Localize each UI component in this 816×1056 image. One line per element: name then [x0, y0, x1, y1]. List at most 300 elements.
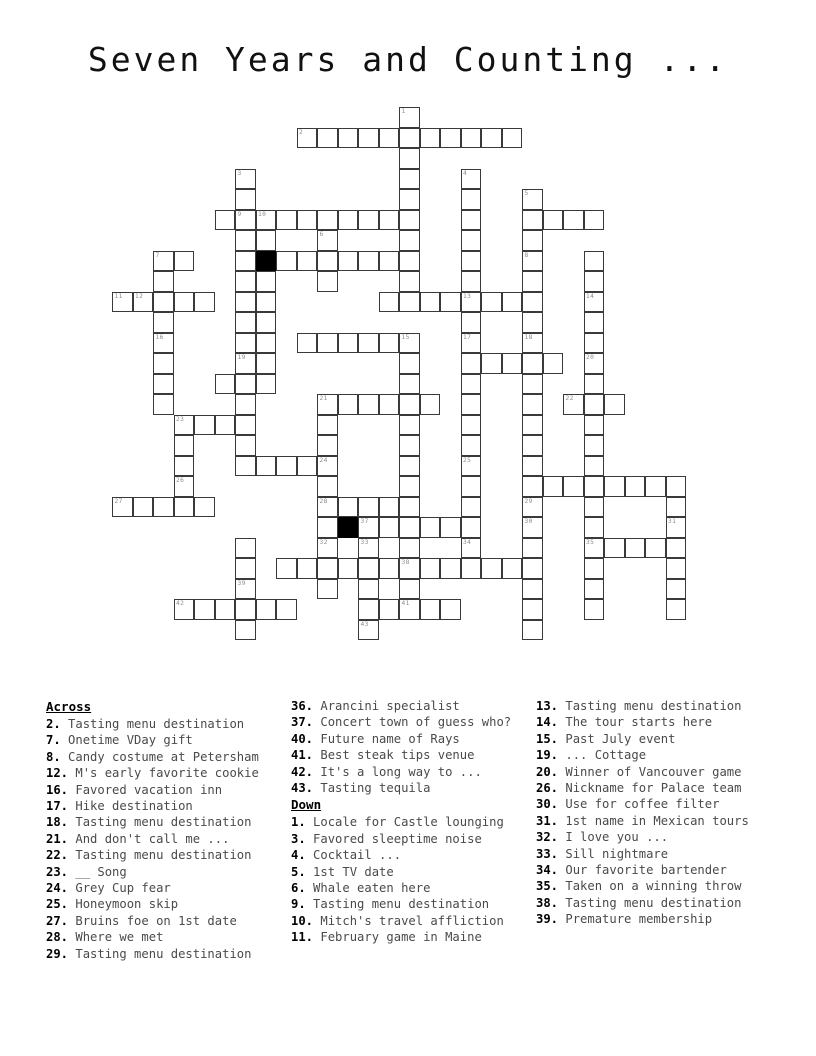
grid-cell[interactable]	[399, 538, 420, 559]
grid-cell[interactable]	[379, 394, 400, 415]
grid-cell[interactable]	[317, 333, 338, 354]
clue-down-15[interactable]	[536, 731, 777, 747]
grid-cell[interactable]	[625, 538, 646, 559]
clue-down-6[interactable]	[291, 880, 532, 896]
grid-cell[interactable]	[522, 579, 543, 600]
grid-cell[interactable]	[666, 517, 687, 538]
grid-cell[interactable]	[522, 435, 543, 456]
grid-cell[interactable]	[399, 435, 420, 456]
clue-down-5[interactable]	[291, 864, 532, 880]
grid-cell[interactable]	[276, 456, 297, 477]
grid-cell[interactable]	[358, 579, 379, 600]
grid-cell[interactable]	[174, 456, 195, 477]
grid-cell[interactable]	[338, 333, 359, 354]
grid-cell[interactable]	[235, 189, 256, 210]
clue-down-32[interactable]	[536, 829, 777, 845]
clue-down-34[interactable]	[536, 862, 777, 878]
grid-cell[interactable]	[215, 374, 236, 395]
grid-cell[interactable]	[461, 558, 482, 579]
grid-cell[interactable]	[584, 374, 605, 395]
grid-cell[interactable]	[502, 128, 523, 149]
clue-down-9[interactable]	[291, 896, 532, 912]
grid-cell[interactable]	[563, 476, 584, 497]
grid-cell[interactable]	[666, 497, 687, 518]
grid-cell[interactable]	[358, 210, 379, 231]
grid-cell[interactable]	[522, 620, 543, 641]
grid-cell[interactable]	[379, 210, 400, 231]
clue-across-7[interactable]	[46, 732, 287, 748]
grid-cell[interactable]	[112, 292, 133, 313]
grid-cell[interactable]	[625, 476, 646, 497]
grid-cell[interactable]	[522, 333, 543, 354]
grid-cell[interactable]	[461, 435, 482, 456]
grid-cell[interactable]	[256, 333, 277, 354]
grid-cell[interactable]	[399, 415, 420, 436]
grid-cell[interactable]	[399, 374, 420, 395]
grid-cell[interactable]	[399, 271, 420, 292]
grid-cell[interactable]	[215, 210, 236, 231]
grid-cell[interactable]	[543, 210, 564, 231]
grid-cell[interactable]	[543, 353, 564, 374]
grid-cell[interactable]	[153, 251, 174, 272]
grid-cell[interactable]	[522, 251, 543, 272]
grid-cell[interactable]	[358, 620, 379, 641]
grid-cell[interactable]	[153, 333, 174, 354]
grid-cell[interactable]	[338, 497, 359, 518]
clue-down-33[interactable]	[536, 846, 777, 862]
grid-cell[interactable]	[502, 558, 523, 579]
grid-cell[interactable]	[584, 292, 605, 313]
grid-cell[interactable]	[256, 374, 277, 395]
grid-cell[interactable]	[440, 558, 461, 579]
grid-cell[interactable]	[522, 394, 543, 415]
grid-cell[interactable]	[420, 599, 441, 620]
grid-cell[interactable]	[440, 517, 461, 538]
grid-cell[interactable]	[235, 353, 256, 374]
grid-cell[interactable]	[522, 353, 543, 374]
grid-cell[interactable]	[481, 353, 502, 374]
grid-cell[interactable]	[317, 415, 338, 436]
clue-down-14[interactable]	[536, 714, 777, 730]
grid-cell[interactable]	[461, 312, 482, 333]
grid-cell[interactable]	[133, 292, 154, 313]
grid-cell[interactable]	[604, 476, 625, 497]
grid-cell-number: 18	[524, 333, 533, 341]
grid-cell[interactable]	[379, 558, 400, 579]
grid-cell[interactable]	[461, 271, 482, 292]
grid-cell[interactable]	[584, 435, 605, 456]
grid-cell[interactable]	[358, 394, 379, 415]
grid-cell[interactable]	[399, 210, 420, 231]
grid-cell[interactable]	[399, 476, 420, 497]
grid-cell[interactable]	[276, 210, 297, 231]
grid-cell[interactable]	[174, 476, 195, 497]
grid-cell[interactable]	[358, 517, 379, 538]
grid-cell[interactable]	[235, 230, 256, 251]
grid-cell[interactable]	[399, 353, 420, 374]
grid-block-cell	[338, 517, 359, 538]
clue-number: 29.	[46, 946, 69, 961]
grid-cell[interactable]	[522, 476, 543, 497]
grid-cell[interactable]	[358, 538, 379, 559]
grid-cell[interactable]	[297, 251, 318, 272]
clue-down-38[interactable]	[536, 895, 777, 911]
clue-across-27[interactable]	[46, 913, 287, 929]
grid-cell[interactable]	[502, 292, 523, 313]
grid-cell[interactable]	[522, 230, 543, 251]
grid-cell[interactable]	[461, 415, 482, 436]
grid-cell[interactable]	[194, 497, 215, 518]
grid-cell[interactable]	[338, 558, 359, 579]
grid-cell[interactable]	[399, 394, 420, 415]
grid-cell[interactable]	[194, 415, 215, 436]
grid-cell[interactable]	[317, 456, 338, 477]
grid-cell[interactable]	[522, 210, 543, 231]
clue-across-12[interactable]	[46, 765, 287, 781]
grid-cell[interactable]	[461, 169, 482, 190]
grid-cell[interactable]	[461, 353, 482, 374]
grid-cell[interactable]	[256, 599, 277, 620]
clue-across-23[interactable]	[46, 864, 287, 880]
grid-cell[interactable]	[235, 271, 256, 292]
grid-cell[interactable]	[563, 394, 584, 415]
grid-cell[interactable]	[133, 497, 154, 518]
grid-cell[interactable]	[235, 558, 256, 579]
grid-cell[interactable]	[645, 538, 666, 559]
grid-cell[interactable]	[420, 394, 441, 415]
clue-down-26[interactable]	[536, 780, 777, 796]
grid-cell[interactable]	[522, 312, 543, 333]
grid-cell[interactable]	[379, 497, 400, 518]
grid-cell[interactable]	[502, 353, 523, 374]
grid-cell[interactable]	[317, 271, 338, 292]
grid-cell[interactable]	[666, 476, 687, 497]
grid-cell[interactable]	[584, 271, 605, 292]
grid-cell[interactable]	[399, 189, 420, 210]
grid-cell[interactable]	[461, 333, 482, 354]
grid-cell[interactable]	[379, 128, 400, 149]
grid-cell[interactable]	[666, 599, 687, 620]
clue-down-1[interactable]	[291, 814, 532, 830]
grid-cell[interactable]	[461, 251, 482, 272]
grid-cell[interactable]	[399, 497, 420, 518]
clue-text: 1st TV date	[305, 864, 394, 879]
grid-cell[interactable]	[317, 558, 338, 579]
grid-cell[interactable]	[153, 271, 174, 292]
clue-across-24[interactable]	[46, 880, 287, 896]
grid-cell[interactable]	[153, 374, 174, 395]
grid-cell[interactable]	[235, 374, 256, 395]
grid-cell[interactable]	[584, 579, 605, 600]
clue-number: 37.	[291, 715, 314, 730]
grid-cell[interactable]	[440, 128, 461, 149]
grid-cell[interactable]	[276, 558, 297, 579]
clue-across-29[interactable]	[46, 946, 287, 962]
grid-cell[interactable]	[256, 456, 277, 477]
clue-across-37[interactable]	[291, 714, 532, 730]
grid-cell[interactable]	[112, 497, 133, 518]
grid-cell[interactable]	[584, 353, 605, 374]
grid-cell-number: 38	[401, 559, 410, 566]
clue-number: 13.	[536, 699, 559, 713]
grid-cell[interactable]	[194, 599, 215, 620]
grid-cell[interactable]	[153, 497, 174, 518]
grid-cell[interactable]	[399, 517, 420, 538]
grid-cell[interactable]	[584, 476, 605, 497]
clue-down-3[interactable]	[291, 831, 532, 847]
grid-cell[interactable]	[584, 333, 605, 354]
grid-cell[interactable]	[317, 251, 338, 272]
grid-cell[interactable]	[522, 271, 543, 292]
grid-cell[interactable]	[399, 148, 420, 169]
grid-cell[interactable]	[235, 435, 256, 456]
grid-cell[interactable]	[584, 497, 605, 518]
grid-cell[interactable]	[666, 579, 687, 600]
grid-cell[interactable]	[297, 333, 318, 354]
grid-cell[interactable]	[317, 128, 338, 149]
grid-cell[interactable]	[174, 599, 195, 620]
grid-cell[interactable]	[543, 476, 564, 497]
clue-across-17[interactable]	[46, 798, 287, 814]
grid-cell[interactable]	[358, 251, 379, 272]
grid-cell[interactable]	[256, 230, 277, 251]
grid-cell[interactable]	[522, 517, 543, 538]
grid-cell[interactable]	[358, 599, 379, 620]
clue-across-43[interactable]	[291, 780, 532, 796]
clue-down-10[interactable]	[291, 913, 532, 929]
grid-cell[interactable]	[153, 353, 174, 374]
grid-cell[interactable]	[358, 333, 379, 354]
grid-cell[interactable]	[256, 210, 277, 231]
grid-cell[interactable]	[358, 497, 379, 518]
grid-cell[interactable]	[256, 312, 277, 333]
grid-cell[interactable]	[584, 599, 605, 620]
grid-cell[interactable]	[215, 415, 236, 436]
grid-cell[interactable]	[399, 128, 420, 149]
grid-cell[interactable]	[399, 230, 420, 251]
grid-cell[interactable]	[379, 333, 400, 354]
grid-cell[interactable]	[461, 476, 482, 497]
grid-cell[interactable]	[399, 456, 420, 477]
grid-cell[interactable]	[461, 517, 482, 538]
clue-column-3	[536, 698, 781, 928]
grid-cell-number: 13	[463, 292, 472, 300]
clue-text: Cocktail ...	[305, 848, 402, 863]
clue-down-35[interactable]	[536, 878, 777, 894]
grid-cell[interactable]	[584, 517, 605, 538]
grid-cell[interactable]	[420, 517, 441, 538]
grid-cell[interactable]	[379, 292, 400, 313]
grid-cell[interactable]	[174, 497, 195, 518]
grid-cell[interactable]	[358, 558, 379, 579]
clue-across-16[interactable]	[46, 782, 287, 798]
grid-cell[interactable]	[235, 292, 256, 313]
grid-cell[interactable]	[297, 558, 318, 579]
grid-cell[interactable]	[235, 169, 256, 190]
grid-cell[interactable]	[420, 128, 441, 149]
clue-across-36[interactable]	[291, 698, 532, 714]
grid-cell[interactable]	[297, 210, 318, 231]
grid-cell[interactable]	[174, 435, 195, 456]
grid-cell[interactable]	[399, 107, 420, 128]
grid-cell[interactable]	[256, 353, 277, 374]
grid-cell[interactable]	[420, 558, 441, 579]
grid-cell[interactable]	[379, 599, 400, 620]
clue-down-31[interactable]	[536, 813, 777, 829]
grid-cell[interactable]	[584, 251, 605, 272]
grid-cell[interactable]	[522, 558, 543, 579]
grid-cell[interactable]	[584, 210, 605, 231]
grid-cell[interactable]	[153, 312, 174, 333]
grid-cell[interactable]	[317, 476, 338, 497]
grid-cell[interactable]	[522, 415, 543, 436]
grid-cell[interactable]	[481, 558, 502, 579]
grid-cell-number: 21	[319, 395, 328, 402]
grid-cell[interactable]	[235, 312, 256, 333]
clue-number: 22.	[46, 848, 69, 863]
grid-cell[interactable]	[276, 251, 297, 272]
clue-across-41[interactable]	[291, 747, 532, 763]
grid-cell[interactable]	[522, 599, 543, 620]
grid-cell[interactable]	[522, 292, 543, 313]
grid-cell[interactable]	[235, 394, 256, 415]
clue-across-28[interactable]	[46, 929, 287, 945]
grid-cell[interactable]	[215, 599, 236, 620]
grid-cell-number: 28	[319, 497, 328, 505]
grid-cell[interactable]	[399, 558, 420, 579]
clue-across-25[interactable]	[46, 896, 287, 912]
clue-down-13[interactable]	[536, 698, 777, 714]
grid-cell[interactable]	[338, 394, 359, 415]
grid-cell[interactable]	[174, 251, 195, 272]
grid-cell[interactable]	[604, 538, 625, 559]
grid-cell[interactable]	[338, 210, 359, 231]
grid-cell[interactable]	[276, 599, 297, 620]
grid-cell[interactable]	[317, 538, 338, 559]
grid-cell[interactable]	[584, 456, 605, 477]
grid-cell[interactable]	[297, 456, 318, 477]
grid-cell[interactable]	[235, 599, 256, 620]
grid-cell[interactable]	[256, 271, 277, 292]
clue-down-20[interactable]	[536, 764, 777, 780]
grid-cell[interactable]	[235, 538, 256, 559]
clue-across-8[interactable]	[46, 749, 287, 765]
grid-cell[interactable]	[584, 538, 605, 559]
clue-across-40[interactable]	[291, 731, 532, 747]
grid-cell[interactable]	[194, 292, 215, 313]
grid-cell[interactable]	[522, 538, 543, 559]
grid-cell[interactable]	[317, 230, 338, 251]
grid-cell[interactable]	[604, 394, 625, 415]
grid-cell[interactable]	[235, 579, 256, 600]
grid-cell[interactable]	[645, 476, 666, 497]
grid-cell[interactable]	[399, 292, 420, 313]
grid-cell[interactable]	[235, 620, 256, 641]
grid-cell[interactable]	[522, 374, 543, 395]
clue-across-2[interactable]	[46, 716, 287, 732]
clue-across-21[interactable]	[46, 831, 287, 847]
grid-cell[interactable]	[174, 415, 195, 436]
grid-cell[interactable]	[461, 128, 482, 149]
grid-cell[interactable]	[399, 333, 420, 354]
grid-cell[interactable]	[584, 558, 605, 579]
grid-cell[interactable]	[461, 456, 482, 477]
grid-cell[interactable]	[338, 251, 359, 272]
grid-cell[interactable]	[461, 210, 482, 231]
grid-cell[interactable]	[317, 579, 338, 600]
grid-cell[interactable]	[235, 415, 256, 436]
grid-cell[interactable]	[317, 210, 338, 231]
grid-cell[interactable]	[481, 292, 502, 313]
grid-cell[interactable]	[440, 599, 461, 620]
grid-cell[interactable]	[235, 333, 256, 354]
grid-cell[interactable]	[235, 456, 256, 477]
clue-down-30[interactable]	[536, 796, 777, 812]
grid-cell[interactable]	[666, 538, 687, 559]
grid-cell-number: 32	[319, 538, 328, 546]
grid-cell[interactable]	[317, 435, 338, 456]
grid-cell[interactable]	[297, 128, 318, 149]
grid-cell[interactable]	[399, 169, 420, 190]
grid-cell[interactable]	[522, 189, 543, 210]
crossword-grid[interactable]	[112, 107, 712, 647]
clue-down-19[interactable]	[536, 747, 777, 763]
grid-cell[interactable]	[153, 394, 174, 415]
grid-cell[interactable]	[461, 497, 482, 518]
grid-cell[interactable]	[235, 210, 256, 231]
grid-cell[interactable]	[399, 599, 420, 620]
grid-cell[interactable]	[461, 374, 482, 395]
clue-down-4[interactable]	[291, 847, 532, 863]
clue-down-11[interactable]	[291, 929, 532, 945]
clue-across-22[interactable]	[46, 847, 287, 863]
grid-cell[interactable]	[399, 579, 420, 600]
grid-cell[interactable]	[317, 517, 338, 538]
grid-cell[interactable]	[461, 189, 482, 210]
clue-down-39[interactable]	[536, 911, 777, 927]
grid-cell[interactable]	[461, 292, 482, 313]
grid-cell[interactable]	[461, 394, 482, 415]
grid-cell[interactable]	[440, 292, 461, 313]
grid-cell[interactable]	[666, 558, 687, 579]
grid-cell[interactable]	[399, 251, 420, 272]
grid-cell[interactable]	[461, 230, 482, 251]
grid-cell[interactable]	[379, 517, 400, 538]
grid-cell[interactable]	[584, 415, 605, 436]
grid-cell[interactable]	[256, 292, 277, 313]
grid-cell[interactable]	[522, 497, 543, 518]
grid-cell[interactable]	[235, 251, 256, 272]
clue-across-18[interactable]	[46, 814, 287, 830]
grid-cell[interactable]	[584, 312, 605, 333]
grid-cell[interactable]	[563, 210, 584, 231]
grid-cell[interactable]	[317, 394, 338, 415]
clue-across-42[interactable]	[291, 764, 532, 780]
grid-cell[interactable]	[522, 456, 543, 477]
clue-number: 3.	[291, 831, 306, 846]
grid-cell[interactable]	[338, 128, 359, 149]
grid-cell[interactable]	[584, 394, 605, 415]
grid-cell[interactable]	[153, 292, 174, 313]
clue-text: Favored vacation inn	[68, 782, 223, 797]
grid-cell[interactable]	[317, 497, 338, 518]
grid-cell[interactable]	[481, 128, 502, 149]
grid-cell[interactable]	[379, 251, 400, 272]
grid-cell[interactable]	[174, 292, 195, 313]
grid-cell[interactable]	[358, 128, 379, 149]
grid-cell[interactable]	[461, 538, 482, 559]
grid-cell[interactable]	[420, 292, 441, 313]
